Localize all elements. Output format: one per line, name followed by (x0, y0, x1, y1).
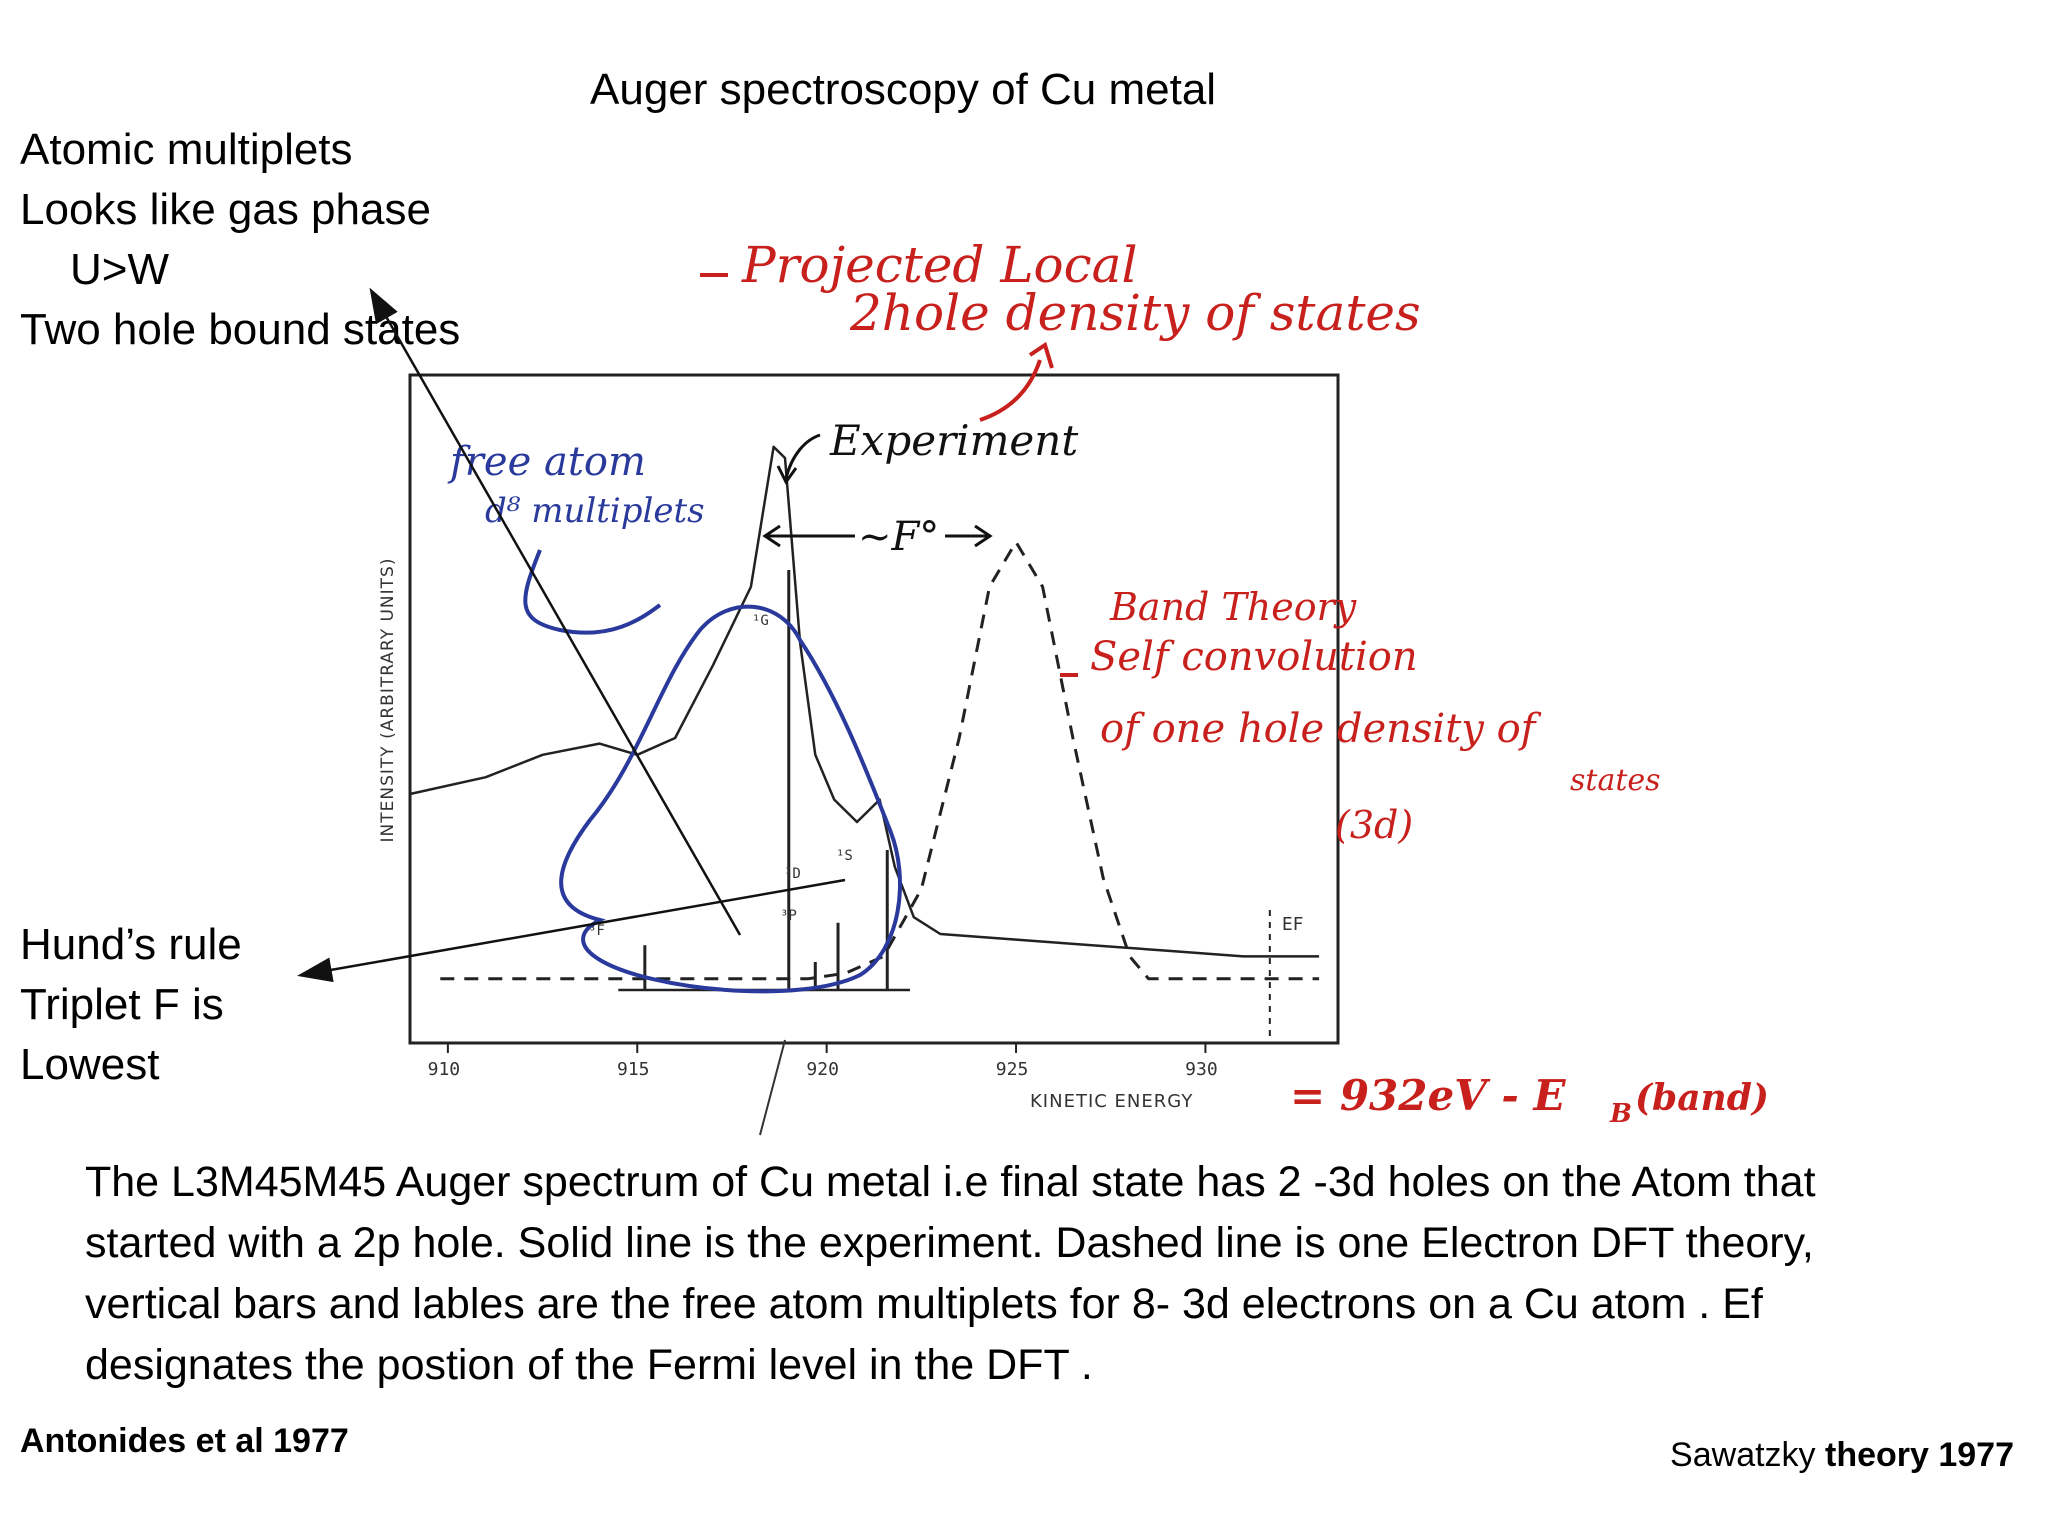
experiment-label: Experiment (830, 416, 1079, 465)
x-tick-label: 915 (617, 1059, 650, 1080)
x-tick-label: 930 (1185, 1059, 1218, 1080)
svg-text:³P: ³P (780, 908, 797, 924)
source-right-name: Sawatzky (1670, 1436, 1816, 1474)
f0-label: ~F° (858, 514, 940, 560)
note-line: Atomic multiplets (20, 125, 353, 174)
note-line: Looks like gas phase (20, 185, 431, 234)
projected-label: 2hole density of states (850, 284, 1421, 342)
fermi-level-marker (1270, 910, 1304, 1043)
kinetic-formula-band: (band) (1635, 1077, 1769, 1119)
note-line: Triplet F is (20, 980, 224, 1029)
kinetic-formula: = 932eV - E (1290, 1071, 1566, 1120)
svg-text:³F: ³F (588, 923, 605, 939)
note-line: Lowest (20, 1040, 160, 1089)
band-label: of one hole density of (1100, 706, 1536, 752)
band-theory-annotation (1060, 585, 1661, 847)
svg-text:¹G: ¹G (752, 613, 769, 629)
x-axis-label: KINETIC ENERGY (1030, 1091, 1194, 1112)
multiplet-bars (645, 570, 887, 990)
slide-title: Auger spectroscopy of Cu metal (590, 65, 1217, 114)
x-axis-ticks (428, 1043, 1218, 1080)
svg-text:¹S: ¹S (836, 848, 853, 864)
projected-label: Projected Local (742, 236, 1138, 294)
pointer-arrow-multiplets (372, 292, 740, 935)
y-axis-label: INTENSITY (ARBITRARY UNITS) (378, 557, 398, 843)
figure-caption: The L3M45M45 Auger spectrum of Cu metal i.e final state has 2 -3d holes on the Atom that started with a 2p hole. Solid line is the experiment. Dashed line is one Electron DFT theory, vertical bars and lables are the free atom multiplets for 8- 3d electrons on a Cu atom . Ef designates the postion of the Fermi level in the DFT . (85, 1158, 1816, 1389)
note-line: Hund’s rule (20, 920, 242, 969)
note-line: U>W (70, 245, 169, 294)
free-atom-envelope (561, 607, 900, 992)
free-atom-label: d⁸ multiplets (485, 491, 705, 531)
note-line: Two hole bound states (20, 305, 461, 354)
x-tick-label: 920 (806, 1059, 839, 1080)
kinetic-energy-formula (1290, 1071, 1769, 1129)
source-left: Antonides et al 1977 (20, 1422, 349, 1460)
band-label: Self convolution (1090, 634, 1418, 680)
free-atom-label: free atom (450, 439, 646, 485)
source-right (1670, 1436, 2014, 1475)
fermi-label: EF (1281, 914, 1304, 935)
free-atom-pointer (525, 550, 660, 633)
experiment-annotation (765, 416, 1078, 560)
band-label: (3d) (1335, 803, 1414, 847)
band-label: states (1570, 763, 1661, 798)
band-label: Band Theory (1110, 585, 1357, 629)
projected-dos-annotation (700, 236, 1421, 420)
kinetic-formula-subscript: B (1610, 1099, 1632, 1129)
source-right-bold: theory 1977 (1825, 1436, 2014, 1474)
x-tick-label: 925 (995, 1059, 1029, 1080)
pointer-line-zero (760, 1040, 785, 1135)
pointer-arrow-hund (302, 880, 845, 975)
x-tick-label: 910 (427, 1059, 461, 1080)
svg-text:¹D: ¹D (784, 866, 801, 882)
